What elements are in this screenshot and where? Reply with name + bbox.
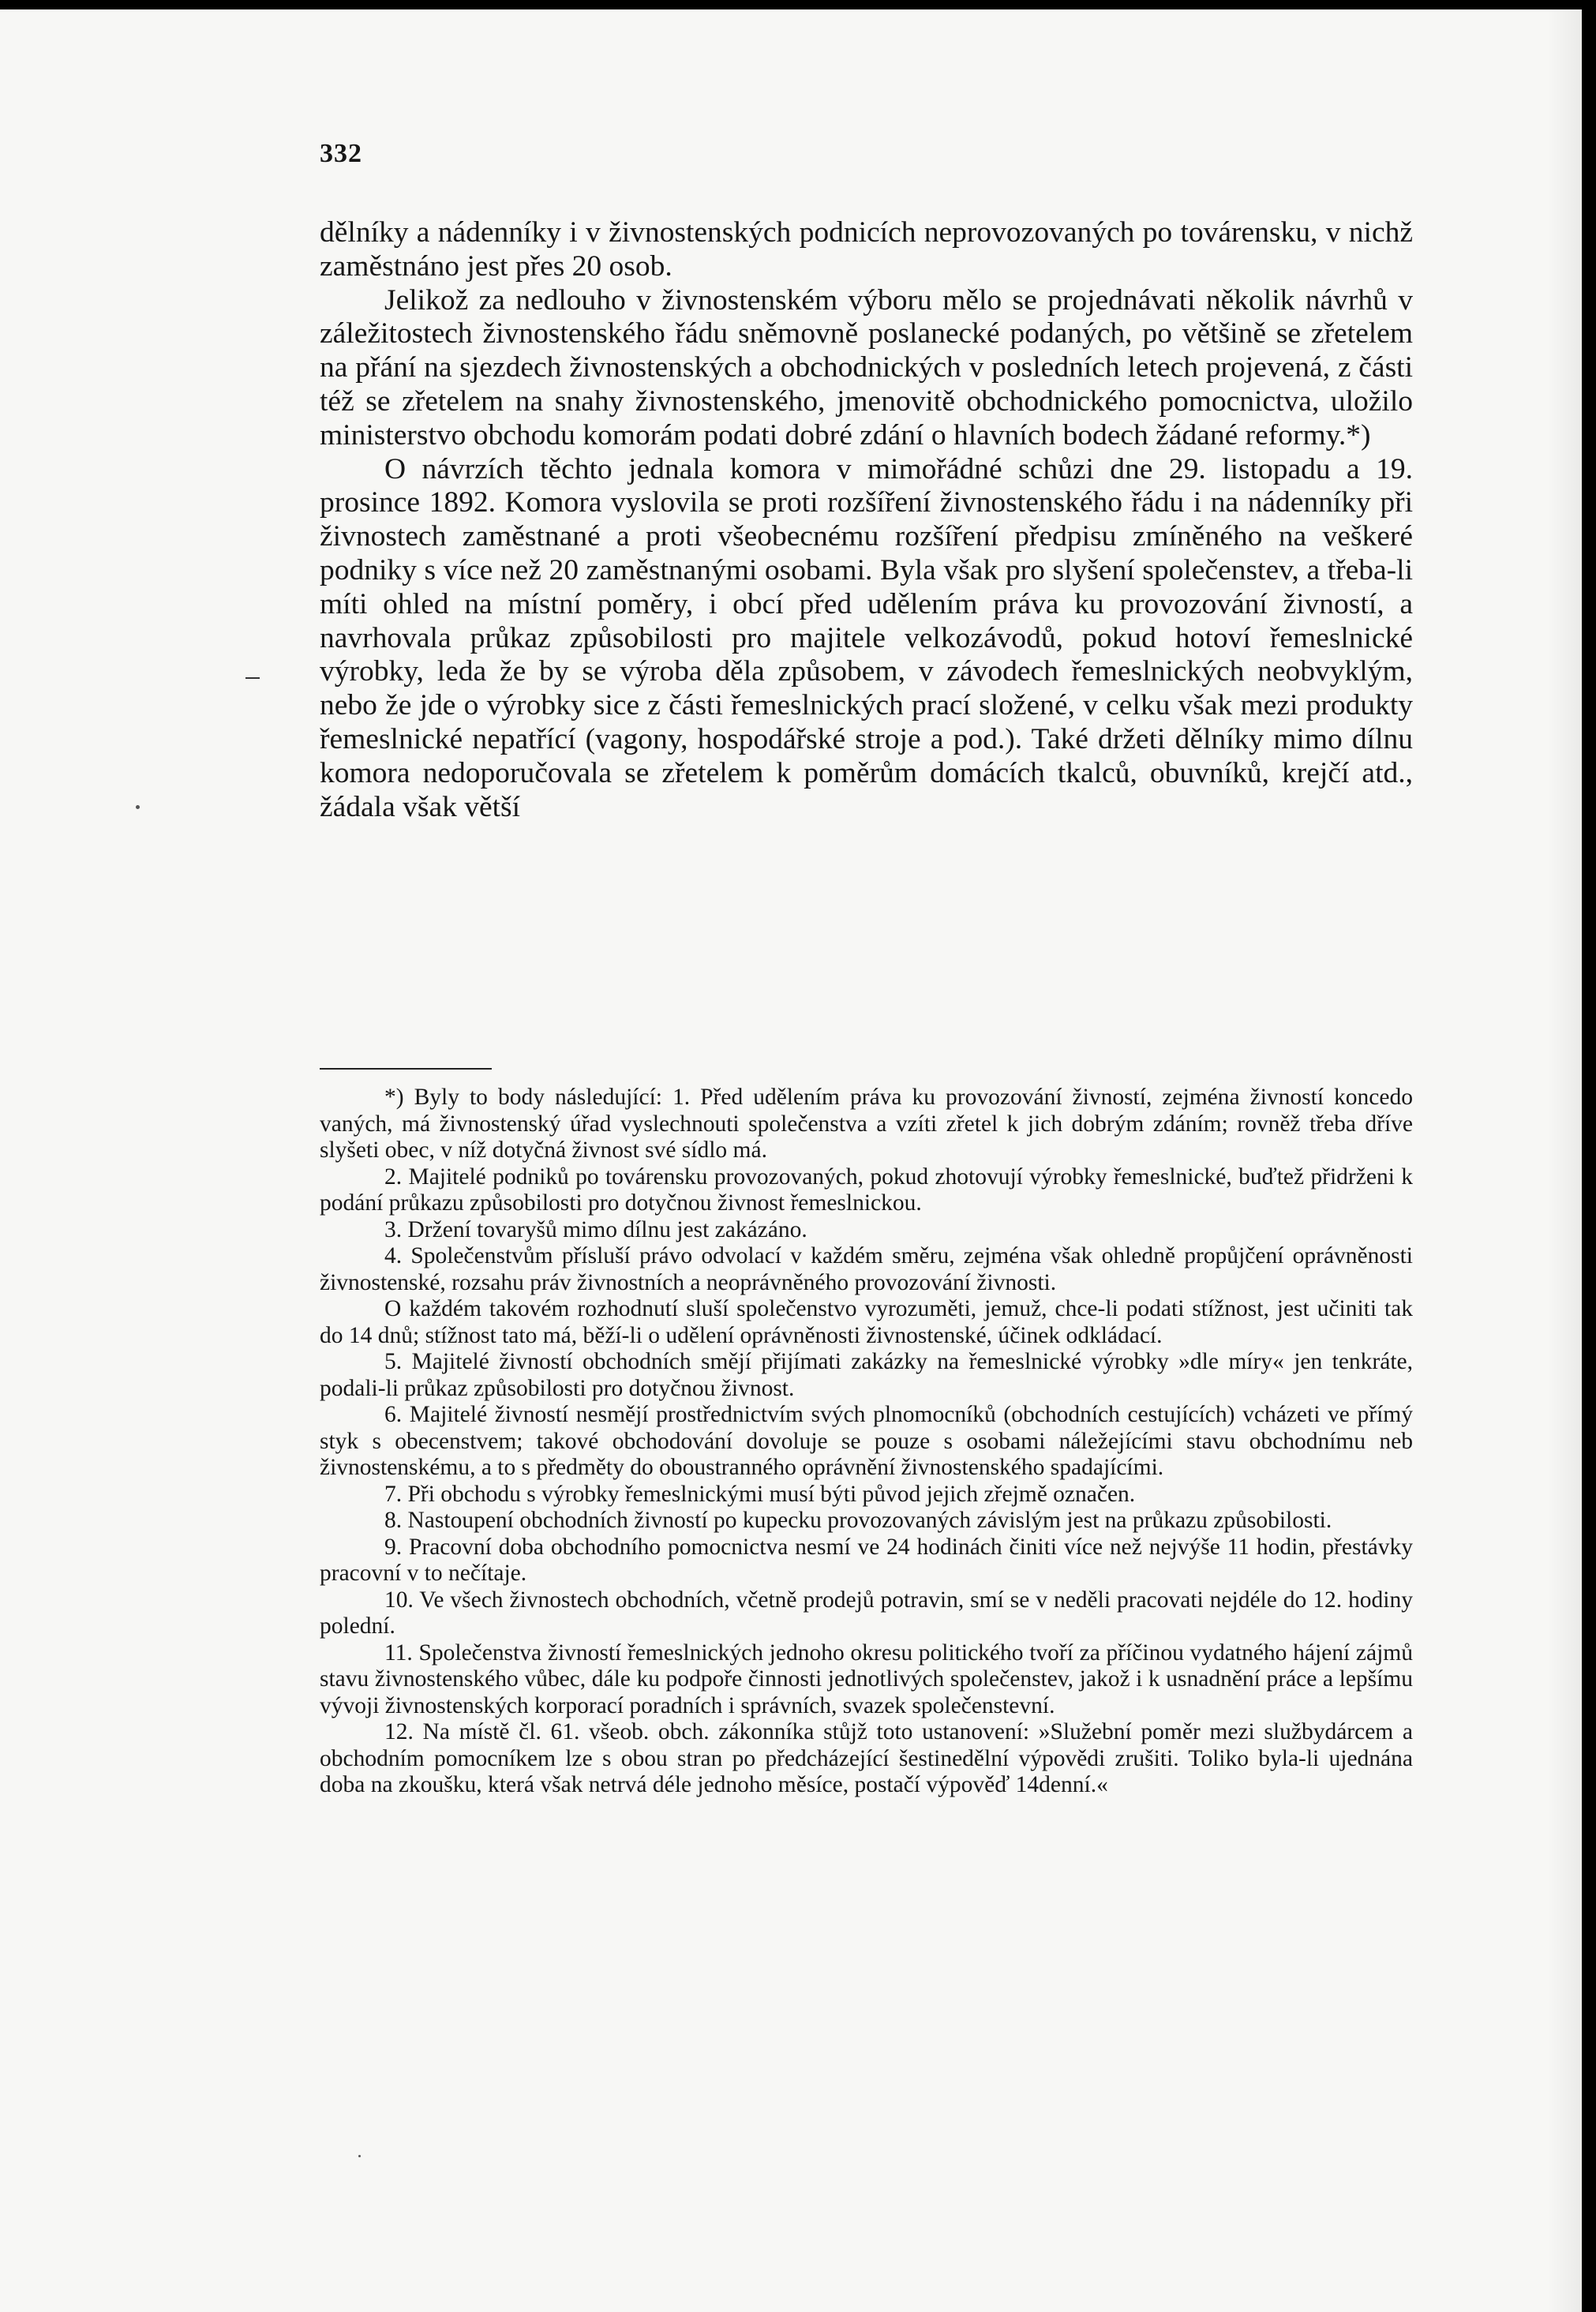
scan-speck xyxy=(358,2155,361,2157)
body-paragraph: Jelikož za nedlouho v živnostenském výboru mělo se projednávati několik návrhů v záležitostech živnostenského řádu sněmovně poslanecké podaných, po většině se zřetelem na přání na sjezdech živnostenských a obchodnických v posledních letech projevená, z části též se zřetelem na snahy živnostenského, jmenovitě obchodnického pomocnictva, uložilo ministerstvo obchodu komorám podati dobré zdání o hlavních bodech žádané reformy.*) xyxy=(320,283,1413,452)
footnotes xyxy=(320,1085,1413,1799)
footnote-item: *) Byly to body následující: 1. Před udělením práva ku provozování živností, zejména živností koncedo vaných, má živnostenský úřad vyslechnouti společenstva a vzíti zřetel k jich dobrým zdáním; rovněž třeba dříve slyšeti obec, v níž dotyčná živnost své sídlo má. xyxy=(320,1085,1413,1163)
book-page xyxy=(0,9,1582,2312)
footnote-item: 10. Ve všech živnostech obchodních, včetně prodejů potravin, smí se v neděli pracovati nejdéle do 12. hodiny polední. xyxy=(320,1587,1413,1639)
footnote-item: 5. Majitelé živností obchodních smějí přijímati zakázky na řemeslnické výrobky »dle míry« jen tenkráte, podali-li průkaz způsobilosti pro dotyčnou živnost. xyxy=(320,1349,1413,1401)
body-paragraph: dělníky a nádenníky i v živnostenských podnicích neprovozovaných po továrensku, v nichž zaměstnáno jest přes 20 osob. xyxy=(320,216,1413,283)
page-edge-shadow xyxy=(1547,9,1582,2312)
footnote-item: 8. Nastoupení obchodních živností po kupecku provozovaných závislým jest na průkazu způsobilosti. xyxy=(384,1508,1332,1533)
footnote-item: 2. Majitelé podniků po továrensku provozovaných, pokud zhotovují výrobky řemeslnické, buďtež přidrženi k podání průkazu způsobilosti pro dotyčnou živnost řemeslnickou. xyxy=(320,1163,1413,1216)
page-number: 332 xyxy=(320,139,362,168)
footnote-item: 12. Na místě čl. 61. všeob. obch. zákonníka stůjž toto ustanovení: »Služební poměr mezi službydárcem a obchodním pomocníkem lze s obou stran po předcházející šestinedělní výpovědi zrušiti. Toliko byla-li ujednána doba na zkoušku, která však netrvá déle jednoho měsíce, postačí výpověď 14denní.« xyxy=(320,1719,1413,1797)
footnote-item: O každém takovém rozhodnutí sluší společenstvo vyrozuměti, jemuž, chce-li podati stížnost, jest učiniti tak do 14 dnů; stížnost tato má, běží-li o udělení oprávněnosti živnostenské, účinek odkládací. xyxy=(320,1296,1413,1348)
footnote-item: 11. Společenstva živností řemeslnických jednoho okresu politického tvoří za příčinou vydatného hájení zájmů stavu živnostenského vůbec, dále ku podpoře činnosti jednotlivých společenstev, jakož i k usnadnění práce a lepšímu vývoji živnostenských korporací poradních i správních, svazek společenstevní. xyxy=(320,1639,1413,1718)
scan-speck xyxy=(136,805,140,809)
footnote-item: 3. Držení tovaryšů mimo dílnu jest zakázáno. xyxy=(384,1216,807,1242)
footnote-separator xyxy=(320,1068,492,1070)
footnote-item: 6. Majitelé živností nesmějí prostřednictvím svých plnomocníků (obchodních cestujících) vcházeti ve přímý styk s obecenstvem; takové obchodování dovoluje se pouze s osobami náležejícími stavu obchodnímu neb živnostenskému, a to s předměty do oboustranného oprávnění živnostenského spadajícími. xyxy=(320,1402,1413,1480)
footnote-item: 7. Při obchodu s výrobky řemeslnickými musí býti původ jejich zřejmě označen. xyxy=(384,1481,1136,1507)
body-paragraph: O návrzích těchto jednala komora v mimořádné schůzi dne 29. listopadu a 19. prosince 1892. Komora vyslovila se proti rozšíření živnostenského řádu i na nádenníky při živnostech zaměstnané a proti všeobecnému rozšíření předpisu zmíněného na veškeré podniky s více než 20 zaměstnanými osobami. Byla však pro slyšení společenstev, a třeba-li míti ohled na místní poměry, i obcí před udělením práva ku provozování živností, a navrhovala průkaz způsobilosti pro majitele velkozávodů, pokud hotoví řemeslnické výrobky, leda že by se výroba děla způsobem, v závodech řemeslnických neobvyklým, nebo že jde o výrobky sice z části řemeslnických prací složené, v celku však mezi produkty řemeslnické nepatřící (vagony, hospodářské stroje a pod.). Také držeti dělníky mimo dílnu komora nedoporučovala se zřetelem k poměrům domácích tkalců, obuvníků, krejčí atd., žádala však větší xyxy=(320,452,1413,823)
margin-mark xyxy=(245,677,260,679)
footnote-item: 9. Pracovní doba obchodního pomocnictva nesmí ve 24 hodinách činiti více než nejvýše 11 hodin, přestávky pracovní v to nečítaje. xyxy=(320,1534,1413,1586)
main-text xyxy=(320,216,1413,824)
footnote-item: 4. Společenstvům přísluší právo odvolací v každém směru, zejména však ohledně propůjčení oprávněnosti živnostenské, rozsahu práv živnostních a neoprávněného provozování živnosti. xyxy=(320,1243,1413,1295)
